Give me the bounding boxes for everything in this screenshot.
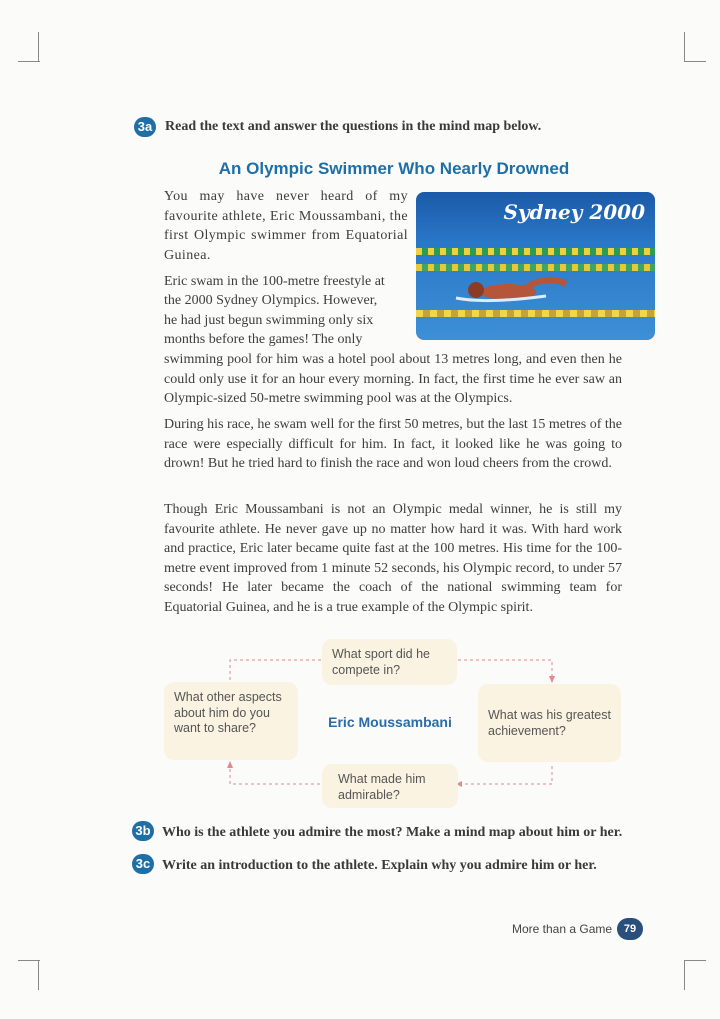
text-line: months before the games! The only [164, 332, 363, 347]
crop-mark [18, 960, 40, 961]
crop-mark [684, 960, 706, 961]
article-paragraph-3: During his race, he swam well for the first 50 metres, but the last 15 metres of the race were especially difficult for him. In fact, it looked like he was going to drown! But he tried hard to finish the race and won loud cheers from the crowd. [164, 417, 622, 471]
mind-map-left-question: What other aspects about him do you want to share? [164, 682, 298, 760]
swimmer-figure [416, 192, 655, 340]
section-3c-badge: 3c [132, 854, 154, 874]
unit-title: More than a Game [512, 922, 613, 936]
text-line: Eric swam in the 100-metre freestyle at [164, 274, 385, 289]
section-3b-badge: 3b [132, 821, 154, 841]
text-line: the 2000 Sydney Olympics. However, [164, 293, 378, 308]
article-paragraph-1: You may have never heard of my favourite athlete, Eric Moussambani, the first Olympic swimmer from Equatorial Guinea. [164, 189, 408, 263]
section-3a-badge: 3a [134, 117, 156, 137]
crop-mark [38, 32, 39, 62]
section-3c-instruction: Write an introduction to the athlete. Explain why you admire him or her. [162, 858, 597, 873]
crop-mark [684, 61, 706, 62]
section-3a-instruction: Read the text and answer the questions in the mind map below. [165, 119, 542, 134]
article-title: An Olympic Swimmer Who Nearly Drowned [218, 159, 570, 178]
swimmer-photo [416, 192, 655, 340]
page-number: 79 [617, 918, 643, 940]
mind-map-bottom-question: What made him admirable? [322, 764, 458, 808]
mind-map-top-question: What sport did he compete in? [322, 639, 457, 685]
article-paragraph-4: Though Eric Moussambani is not an Olympic medal winner, he is still my favourite athlete. He never gave up no matter how hard it was. With hard work and practice, Eric later became quite fast at the 100 metres. His time for the 100-metre event improved from 1 minute 52 seconds, his Olympic record, to under 57 seconds! He later became the coach of the national swimming team for Equatorial Guinea, and he is a true example of the Olympic spirit. [164, 502, 622, 615]
crop-mark [684, 32, 685, 62]
mind-map-center: Eric Moussambani [328, 714, 452, 730]
sydney-2000-logo: Sydney 2000 [503, 200, 645, 224]
crop-mark [38, 960, 39, 990]
text-line: swimming pool for him was a hotel pool about 13 metres long, and even then he could only use it for an hour every morning. In fact, the first time he ever saw an Olympic-sized 50-metre swimming pool was at the Olympics. [164, 352, 622, 406]
text-line: he had just begun swimming only six [164, 313, 374, 328]
crop-mark [18, 61, 40, 62]
mind-map-right-question: What was his greatest achievement? [478, 684, 621, 762]
section-3b-instruction: Who is the athlete you admire the most? Make a mind map about him or her. [162, 825, 623, 840]
crop-mark [684, 960, 685, 990]
